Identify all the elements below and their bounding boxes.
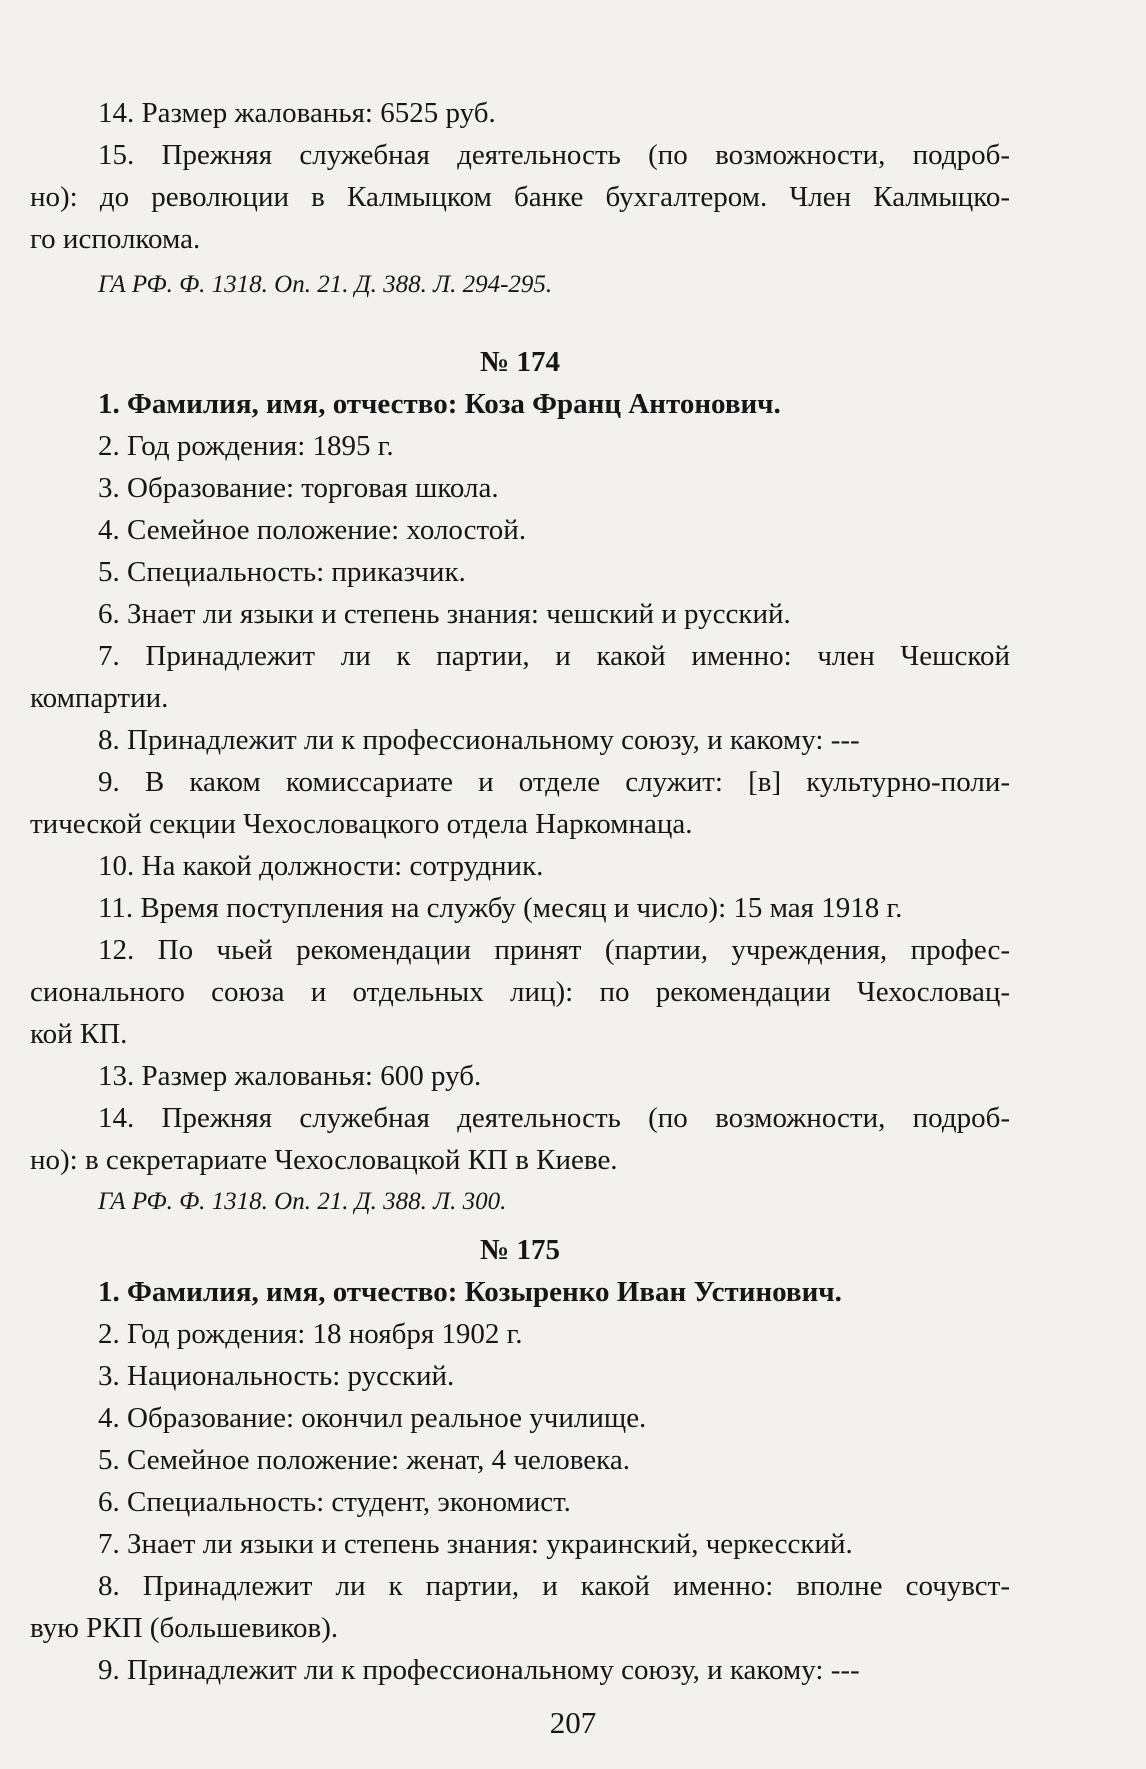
salary-line: 14. Размер жалованья: 6525 руб. <box>98 97 496 129</box>
entry-field-cont: компартии. <box>30 682 169 714</box>
entry-field: 7. Знает ли языки и степень знания: украинский, черкесский. <box>98 1528 853 1560</box>
previous-entry-tail <box>30 92 1010 306</box>
entry-field: 2. Год рождения: 1895 г. <box>98 430 394 462</box>
archive-source: ГА РФ. Ф. 1318. Оп. 21. Д. 388. Л. 294-295. <box>98 271 553 298</box>
entry-174 <box>30 341 1010 1223</box>
entry-field-cont: сионального союза и отдельных лиц): по рекомендации Чехословац- <box>30 976 1010 1008</box>
entry-field: 14. Прежняя служебная деятельность (по возможности, подроб- <box>98 1102 1010 1134</box>
entry-field: 4. Образование: окончил реальное училище. <box>98 1402 647 1434</box>
entry-field: 3. Образование: торговая школа. <box>98 472 499 504</box>
entry-field: 10. На какой должности: сотрудник. <box>98 850 544 882</box>
entry-field-cont: тической секции Чехословацкого отдела Наркомнаца. <box>30 808 693 840</box>
archive-source: ГА РФ. Ф. 1318. Оп. 21. Д. 388. Л. 300. <box>98 1188 507 1215</box>
previous-activity-line-3: го исполкома. <box>30 223 201 255</box>
entry-field: 11. Время поступления на службу (месяц и число): 15 мая 1918 г. <box>98 892 903 924</box>
entry-field: 13. Размер жалованья: 600 руб. <box>98 1060 482 1092</box>
entry-field: 8. Принадлежит ли к партии, и какой именно: вполне сочувст- <box>98 1570 1010 1602</box>
entry-175 <box>30 1229 1010 1691</box>
entry-field: 6. Специальность: студент, экономист. <box>98 1486 571 1518</box>
entry-number: № 174 <box>480 346 560 378</box>
entry-field: 12. По чьей рекомендации принят (партии, учреждения, профес- <box>98 934 1010 966</box>
previous-activity-line-2: но): до революции в Калмыцком банке бухгалтером. Член Калмыцко- <box>30 181 1010 213</box>
page-number: 207 <box>549 1705 597 1740</box>
entry-name: 1. Фамилия, имя, отчество: Козыренко Иван Устинович. <box>98 1276 842 1308</box>
entry-field-cont: вую РКП (большевиков). <box>30 1612 339 1644</box>
previous-activity-line-1: 15. Прежняя служебная деятельность (по возможности, подроб- <box>98 139 1010 171</box>
entry-field: 9. Принадлежит ли к профессиональному союзу, и какому: --- <box>98 1654 860 1686</box>
entry-field: 2. Год рождения: 18 ноября 1902 г. <box>98 1318 523 1350</box>
entry-number: № 175 <box>480 1234 560 1266</box>
entry-field: 5. Специальность: приказчик. <box>98 556 466 588</box>
entry-field-cont: кой КП. <box>30 1018 128 1050</box>
entry-field: 7. Принадлежит ли к партии, и какой именно: член Чешской <box>98 640 1010 672</box>
entry-field: 4. Семейное положение: холостой. <box>98 514 527 546</box>
entry-name: 1. Фамилия, имя, отчество: Коза Франц Антонович. <box>98 388 781 420</box>
entry-field: 3. Национальность: русский. <box>98 1360 455 1392</box>
entry-field: 5. Семейное положение: женат, 4 человека. <box>98 1444 630 1476</box>
entry-field: 9. В каком комиссариате и отделе служит: [в] культурно-поли- <box>98 766 1010 798</box>
entry-field-cont: но): в секретариате Чехословацкой КП в Киеве. <box>30 1144 618 1176</box>
entry-field: 8. Принадлежит ли к профессиональному союзу, и какому: --- <box>98 724 860 756</box>
entry-field: 6. Знает ли языки и степень знания: чешский и русский. <box>98 598 791 630</box>
